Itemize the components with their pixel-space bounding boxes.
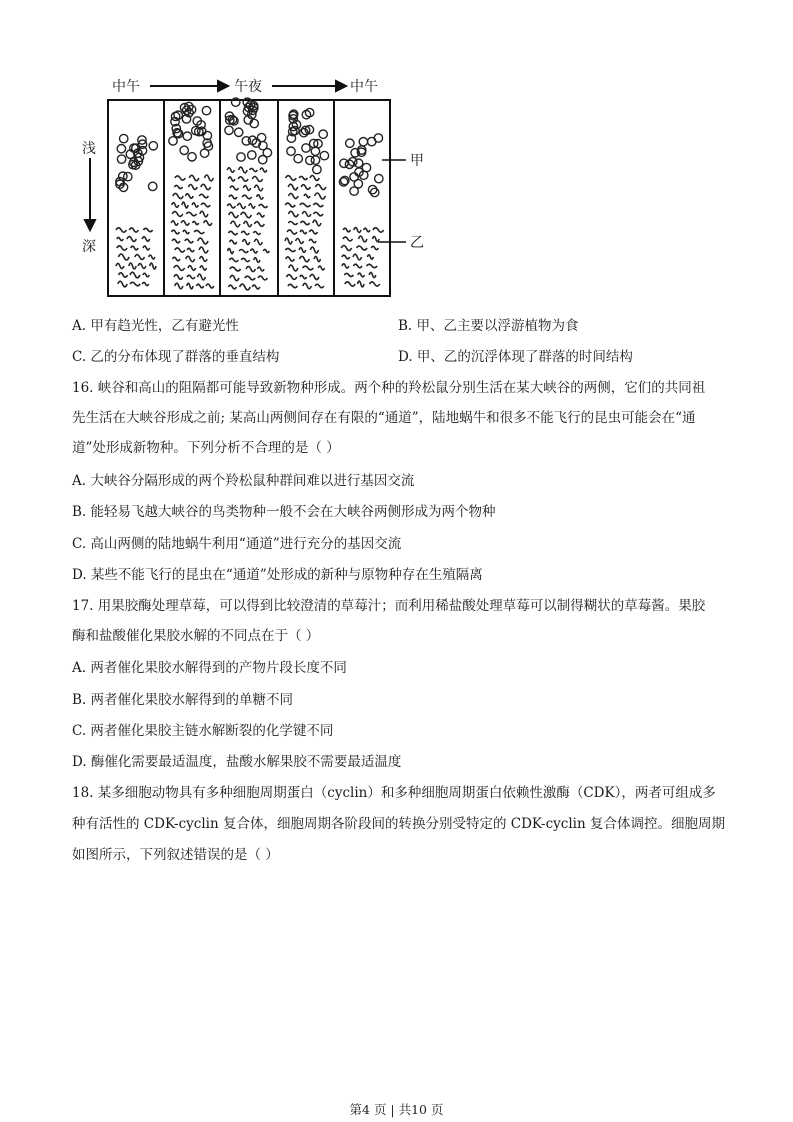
jia-organism: [320, 151, 328, 159]
jia-organism: [294, 154, 302, 162]
yi-organism: [171, 230, 179, 234]
yi-organism: [200, 257, 207, 262]
yi-organism: [174, 266, 185, 271]
yi-organism: [231, 221, 240, 227]
yi-organism: [258, 276, 267, 280]
yi-organism: [288, 211, 298, 216]
yi-organism: [300, 230, 307, 233]
yi-organism: [286, 257, 295, 261]
yi-organism: [314, 256, 320, 261]
yi-organism: [288, 284, 297, 287]
yi-organism: [135, 255, 145, 260]
yi-organism: [310, 176, 319, 181]
yi-organism: [227, 204, 235, 208]
jia-organism: [120, 134, 128, 142]
yi-organism: [129, 263, 136, 269]
yi-organism: [175, 283, 183, 289]
q17-option-c: C. 两者催化果胶主链水解断裂的化学键不同: [72, 723, 334, 739]
yi-organism: [310, 274, 319, 279]
yi-organism: [186, 256, 195, 261]
jia-organism: [354, 159, 362, 167]
yi-organism: [199, 194, 208, 198]
yi-organism: [200, 266, 207, 270]
yi-organism: [345, 282, 355, 286]
yi-organism: [198, 274, 206, 280]
label-yi: 乙: [410, 235, 424, 251]
q17-option-a: A. 两者催化果胶水解得到的产物片段长度不同: [72, 660, 347, 676]
yi-organism: [183, 230, 189, 233]
yi-organism: [301, 185, 310, 190]
yi-organism: [299, 248, 306, 253]
label-jia: 甲: [410, 153, 424, 169]
yi-organism: [172, 257, 180, 261]
plankton-migration-figure: [80, 70, 440, 310]
jia-organism: [248, 151, 256, 159]
yi-organism: [173, 193, 183, 198]
yi-organism: [310, 247, 318, 253]
yi-organism: [371, 246, 378, 249]
jia-organism: [319, 130, 327, 138]
yi-organism: [259, 204, 268, 207]
yi-organism: [201, 184, 211, 189]
yi-organism: [198, 238, 208, 244]
yi-organism: [257, 267, 264, 271]
yi-organism: [253, 232, 260, 235]
yi-organism: [175, 176, 185, 180]
yi-organism: [143, 246, 150, 250]
yi-organism: [172, 239, 180, 243]
yi-organism: [241, 212, 252, 217]
yi-organism: [230, 240, 237, 244]
jia-organism: [237, 153, 245, 161]
yi-organism: [343, 228, 350, 232]
depth-label-shallow: 浅: [82, 141, 96, 157]
q18-stem-line-3: 如图所示，下列叙述错误的是（ ）: [72, 847, 279, 863]
yi-organism: [299, 176, 307, 179]
jia-organism: [287, 147, 295, 155]
yi-organism: [197, 284, 204, 288]
q15-option-b: B. 甲、乙主要以浮游植物为食: [398, 318, 579, 334]
q18-stem-line-1: 18. 某多细胞动物具有多种细胞周期蛋白（cyclin）和多种细胞周期蛋白依赖性激酶（CDK），两者可组成多: [72, 785, 716, 801]
yi-organism: [257, 213, 264, 217]
yi-organism: [309, 239, 316, 242]
yi-organism: [257, 195, 264, 199]
yi-organism: [131, 246, 138, 250]
yi-organism: [342, 264, 349, 268]
yi-organism: [143, 228, 152, 231]
yi-organism: [373, 228, 384, 232]
yi-organism: [315, 193, 326, 199]
yi-organism: [182, 202, 188, 208]
yi-organism: [187, 248, 194, 251]
jia-organism: [368, 137, 376, 145]
yi-organism: [230, 267, 241, 271]
yi-organism: [174, 185, 182, 188]
jia-organism: [302, 144, 310, 152]
jia-organism: [117, 155, 125, 163]
yi-organism: [303, 266, 314, 270]
yi-organism: [303, 283, 312, 288]
yi-organism: [300, 256, 310, 261]
yi-organism: [309, 230, 317, 234]
jia-organism: [257, 133, 265, 141]
yi-organism: [240, 284, 251, 290]
yi-organism: [288, 184, 298, 190]
yi-organism: [254, 258, 260, 263]
yi-organism: [130, 272, 140, 278]
yi-organism: [260, 168, 267, 172]
yi-organism: [263, 249, 269, 252]
q17-option-b: B. 两者催化果胶水解得到的单糖不同: [72, 692, 294, 708]
yi-organism: [250, 168, 258, 171]
yi-organism: [229, 258, 238, 261]
yi-organism: [175, 248, 185, 252]
yi-organism: [359, 236, 367, 242]
yi-organism: [300, 203, 311, 206]
figure-svg: [80, 70, 440, 310]
yi-organism: [185, 194, 193, 198]
yi-organism: [185, 239, 193, 243]
yi-organism: [230, 186, 238, 190]
yi-organism: [150, 263, 156, 269]
yi-organism: [129, 228, 138, 232]
yi-organism: [171, 221, 178, 226]
yi-organism: [229, 212, 239, 217]
yi-organism: [243, 239, 250, 244]
jia-organism: [306, 156, 314, 164]
yi-organism: [172, 203, 179, 208]
depth-label-deep: 深: [82, 239, 96, 255]
yi-organism: [199, 247, 208, 253]
yi-organism: [318, 266, 324, 270]
jia-organism: [242, 137, 250, 145]
yi-organism: [300, 221, 309, 224]
yi-organism: [313, 212, 323, 216]
yi-organism: [149, 255, 155, 259]
yi-organism: [254, 185, 262, 191]
jia-organism: [346, 139, 354, 147]
yi-organism: [353, 264, 362, 268]
yi-organism: [296, 239, 304, 244]
page-footer: 第4 页 | 共10 页: [349, 1102, 444, 1117]
jia-organism: [188, 153, 196, 161]
time-label-midnight: 午夜: [234, 79, 262, 95]
q18-stem-line-2: 种有活性的 CDK-cyclin 复合体，细胞周期各阶段间的转换分别受特定的 CDK-cyclin 复合体调控。细胞周期: [72, 816, 725, 832]
yi-organism: [204, 221, 212, 226]
q16-stem-line-3: 道”处形成新物种。下列分析不合理的是（ ）: [72, 440, 340, 456]
yi-organism: [242, 195, 251, 199]
yi-organism: [142, 282, 148, 285]
yi-organism: [289, 193, 299, 198]
yi-organism: [206, 284, 214, 288]
yi-organism: [315, 184, 326, 189]
yi-organism: [245, 276, 255, 280]
yi-organism: [252, 285, 260, 289]
q17-stem-line-1: 17. 用果胶酶处理草莓，可以得到比较澄清的草莓汁；而利用稀盐酸处理草莓可以制得糊状的草莓酱。果胶: [72, 598, 706, 614]
jia-organism: [375, 174, 383, 182]
jia-organism: [225, 126, 233, 134]
yi-organism: [200, 211, 208, 217]
q17-option-d: D. 酶催化需要最适温度，盐酸水解果胶不需要最适温度: [72, 754, 402, 770]
yi-organism: [174, 275, 183, 280]
yi-organism: [229, 195, 237, 199]
yi-organism: [192, 203, 198, 207]
yi-organism: [243, 186, 250, 191]
q17-stem-line-2: 酶和盐酸催化果胶水解的不同点在于（ ）: [72, 628, 320, 644]
yi-organism: [118, 281, 127, 287]
yi-organism: [143, 273, 149, 277]
yi-organism: [313, 203, 323, 206]
yi-organism: [138, 264, 146, 269]
yi-organism: [228, 248, 234, 253]
yi-organism: [119, 273, 128, 277]
yi-organism: [116, 228, 126, 232]
yi-organism: [254, 239, 262, 245]
yi-organism: [142, 237, 150, 241]
jia-organism: [235, 128, 243, 136]
q15-option-a: A. 甲有趋光性，乙有避光性: [72, 318, 239, 334]
jia-organism: [359, 138, 367, 146]
yi-organism: [239, 250, 248, 253]
yi-organism: [117, 246, 127, 250]
yi-organism: [194, 230, 204, 233]
yi-organism: [288, 222, 297, 225]
yi-organism: [364, 228, 370, 232]
jia-organism: [311, 147, 319, 155]
jia-organism: [183, 132, 191, 140]
q16-option-c: C. 高山两侧的陆地蜗牛利用“通道”进行充分的基因交流: [72, 536, 402, 552]
jia-organism: [149, 182, 157, 190]
yi-organism: [188, 266, 196, 271]
yi-organism: [187, 283, 193, 289]
yi-organism: [354, 228, 361, 233]
yi-organism: [302, 212, 311, 217]
yi-organism: [342, 255, 350, 259]
yi-organism: [127, 237, 136, 242]
yi-organism: [228, 231, 237, 234]
yi-organism: [228, 177, 235, 181]
jia-organism: [202, 106, 210, 114]
jia-organism: [117, 145, 125, 153]
yi-organism: [227, 168, 234, 173]
yi-organism: [172, 212, 183, 217]
jia-organism: [340, 159, 348, 167]
yi-organism: [285, 248, 295, 251]
jia-organism: [180, 146, 188, 154]
q15-option-d: D. 甲、乙的沉浮体现了群落的时间结构: [398, 349, 633, 365]
yi-organism: [286, 275, 296, 280]
time-label-noon-1: 中午: [112, 79, 140, 95]
yi-organism: [130, 282, 140, 286]
yi-organism: [300, 275, 307, 278]
yi-organism: [373, 236, 380, 241]
yi-organism: [367, 264, 378, 267]
q16-option-b: B. 能轻易飞越大峡谷的鸟类物种一般不会在大峡谷两侧形成为两个物种: [72, 504, 496, 520]
yi-organism: [201, 203, 210, 207]
jia-organism: [169, 137, 177, 145]
time-label-noon-2: 中午: [350, 79, 378, 95]
yi-organism: [117, 237, 123, 240]
yi-organism: [369, 272, 376, 277]
yi-organism: [239, 167, 248, 173]
yi-organism: [193, 221, 199, 224]
yi-organism: [249, 204, 255, 209]
yi-organism: [241, 258, 249, 261]
yi-organism: [353, 254, 362, 260]
yi-organism: [343, 237, 353, 241]
yi-organism: [286, 176, 297, 181]
yi-organism: [358, 281, 365, 287]
yi-organism: [186, 212, 196, 216]
jia-organism: [313, 165, 321, 173]
yi-organism: [228, 285, 236, 289]
yi-organism: [367, 255, 373, 259]
yi-organism: [187, 275, 195, 278]
yi-organism: [244, 221, 252, 226]
yi-organism: [116, 263, 124, 268]
yi-organism: [358, 273, 365, 277]
yi-organism: [241, 231, 249, 234]
yi-organism: [285, 203, 295, 207]
yi-organism: [189, 175, 199, 180]
yi-organism: [238, 177, 248, 181]
yi-organism: [188, 185, 197, 190]
yi-organism: [237, 203, 245, 208]
yi-organism: [181, 221, 189, 226]
yi-organism: [370, 282, 380, 286]
yi-organism: [254, 222, 264, 227]
yi-organism: [285, 238, 292, 244]
jia-organism: [350, 187, 358, 195]
yi-organism: [357, 246, 368, 250]
jia-organism: [149, 142, 157, 150]
yi-organism: [205, 175, 214, 181]
yi-organism: [252, 177, 262, 182]
yi-organism: [246, 266, 255, 271]
yi-organism: [118, 254, 129, 260]
yi-organism: [289, 265, 298, 271]
yi-organism: [313, 220, 321, 226]
yi-organism: [304, 194, 310, 197]
yi-organism: [315, 284, 324, 288]
yi-organism: [230, 275, 239, 280]
yi-organism: [250, 249, 257, 253]
q16-stem-line-2: 先生活在大峡谷形成之前; 某高山两侧间存在有限的“通道”，陆地蜗牛和很多不能飞行的昆虫可能会在“通: [72, 410, 696, 426]
yi-organism: [341, 246, 351, 251]
q16-stem-line-1: 16. 峡谷和高山的阻隔都可能导致新物种形成。两个种的羚松鼠分别生活在某大峡谷的两侧，它们的共同祖: [72, 380, 706, 396]
yi-organism: [344, 273, 353, 276]
q15-option-c: C. 乙的分布体现了群落的垂直结构: [72, 349, 280, 365]
yi-organism: [287, 230, 297, 234]
jia-population: [116, 98, 383, 197]
q16-option-a: A. 大峡谷分隔形成的两个羚松鼠种群间难以进行基因交流: [72, 473, 415, 489]
q16-option-d: D. 某些不能飞行的昆虫在“通道”处形成的新种与原物种存在生殖隔离: [72, 567, 483, 583]
jia-organism: [259, 156, 267, 164]
